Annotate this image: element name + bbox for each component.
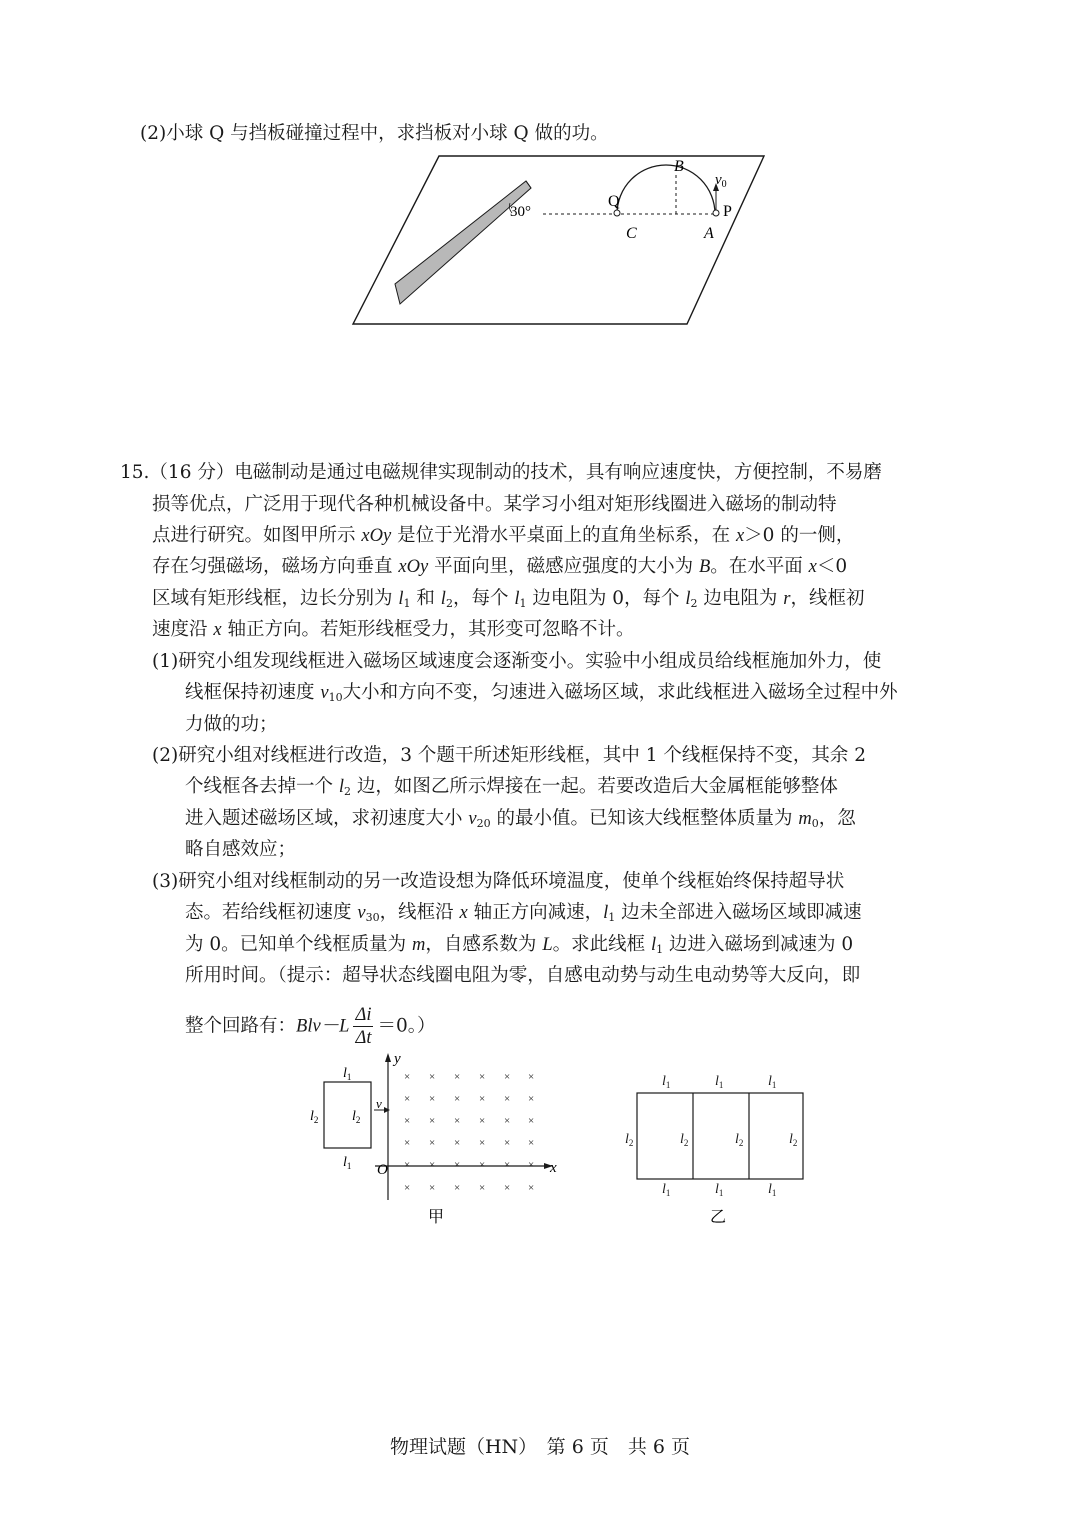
q14-part2-text: (2)小球 Q 与挡板碰撞过程中，求挡板对小球 Q 做的功。 — [140, 123, 609, 144]
coil-rect — [324, 1082, 371, 1148]
label-l1-bottom-3: $l_1$ — [768, 1182, 777, 1198]
field-cross: × — [479, 1071, 486, 1083]
barrier-board — [395, 181, 531, 304]
label-y: y — [394, 1051, 401, 1067]
q15-p1-line1: (1)研究小组发现线框进入磁场区域速度会逐渐变小。实验中小组成员给线框施加外力，使 — [152, 651, 882, 672]
field-cross: × — [528, 1182, 535, 1194]
ball-p — [713, 210, 719, 216]
label-l1-top-2: $l_1$ — [715, 1074, 724, 1090]
field-cross: × — [454, 1093, 461, 1105]
field-cross: × — [404, 1159, 411, 1171]
label-q: Q — [608, 193, 620, 210]
label-l2-2: $l_2$ — [680, 1132, 689, 1148]
field-cross: × — [528, 1071, 535, 1083]
label-l2-3: $l_2$ — [735, 1132, 744, 1148]
field-cross: × — [528, 1093, 535, 1105]
page-footer: 物理试题（HN） 第 6 页 共 6 页 — [389, 1436, 691, 1458]
velocity-arrowhead — [384, 1107, 390, 1113]
field-cross: × — [504, 1182, 511, 1194]
label-l1-bottom-1: $l_1$ — [662, 1182, 671, 1198]
fraction-di-dt: $\frac{\Delta i}{\Delta t}$ — [355, 1005, 372, 1048]
field-cross: × — [429, 1137, 436, 1149]
field-cross: × — [479, 1159, 486, 1171]
label-l1-bottom: $l_1$ — [343, 1155, 352, 1171]
y-arrowhead — [385, 1053, 391, 1062]
field-cross: × — [504, 1071, 511, 1083]
field-cross: × — [504, 1115, 511, 1127]
field-cross: × — [454, 1137, 461, 1149]
field-cross: × — [404, 1071, 411, 1083]
q15-p3-line5: 整个回路有：Blv－L $\frac{\Delta i}{\Delta t}$ ＝0。） — [185, 1005, 436, 1048]
angle-label: 30° — [510, 204, 531, 220]
label-x: x — [550, 1160, 557, 1176]
field-cross: × — [404, 1182, 411, 1194]
big-frame — [637, 1093, 803, 1179]
field-cross: × — [454, 1182, 461, 1194]
q15-line3: 点进行研究。如图甲所示 xOy 是位于光滑水平桌面上的直角坐标系，在 x＞0 的一侧， — [152, 525, 855, 546]
field-cross: × — [528, 1159, 535, 1171]
figure-incline — [340, 150, 780, 330]
q15-line5: 区域有矩形线框，边长分别为 $l_1$ 和 $l_2$，每个 $l_1$ 边电阻为 0，每个 $l_2$ 边电阻为 r，线框初 — [152, 588, 865, 610]
q15-line1: 15.（16 分）电磁制动是通过电磁规律实现制动的技术，具有响应速度快，方便控制，不易磨 — [120, 462, 882, 483]
field-cross: × — [528, 1137, 535, 1149]
q15-p3-line2: 态。若给线框初速度 $v_{30}$，线框沿 x 轴正方向减速，$l_1$ 边未全部进入磁场区域即减速 — [185, 902, 862, 924]
label-l2-inner: $l_2$ — [352, 1109, 361, 1125]
label-b: B — [674, 158, 684, 175]
field-cross: × — [528, 1115, 535, 1127]
field-cross: × — [429, 1115, 436, 1127]
caption-jia: 甲 — [428, 1209, 445, 1226]
figure-jia — [300, 1050, 580, 1230]
field-cross: × — [404, 1137, 411, 1149]
label-l2-1: $l_2$ — [625, 1132, 634, 1148]
q15-line6: 速度沿 x 轴正方向。若矩形线框受力，其形变可忽略不计。 — [152, 619, 635, 640]
field-cross: × — [479, 1137, 486, 1149]
figure-yi — [615, 1065, 815, 1230]
field-cross: × — [429, 1182, 436, 1194]
q15-line2: 损等优点，广泛用于现代各种机械设备中。某学习小组对矩形线圈进入磁场的制动特 — [152, 494, 837, 515]
label-l2-left: $l_2$ — [310, 1109, 319, 1125]
field-cross: × — [454, 1071, 461, 1083]
q15-p2-line4: 略自感效应； — [185, 839, 297, 860]
label-l1-top-1: $l_1$ — [662, 1074, 671, 1090]
label-v0: $v_0$ — [715, 172, 727, 190]
label-v: v — [376, 1096, 382, 1111]
ball-q — [614, 210, 620, 216]
magnetic-field-crosses — [404, 1071, 534, 1194]
field-cross: × — [454, 1159, 461, 1171]
q15-p3-line3: 为 0。已知单个线框质量为 m，自感系数为 L。求此线框 $l_1$ 边进入磁场到减速为 0 — [185, 934, 854, 956]
q15-p2-line2: 个线框各去掉一个 $l_2$ 边，如图乙所示焊接在一起。若要改造后大金属框能够整体 — [185, 776, 838, 798]
q15-line4: 存在匀强磁场，磁场方向垂直 xOy 平面向里，磁感应强度的大小为 B。在水平面 x＜0 — [152, 556, 848, 577]
q15-p3-line1: (3)研究小组对线框制动的另一改造设想为降低环境温度，使单个线框始终保持超导状 — [152, 871, 845, 892]
field-cross: × — [404, 1115, 411, 1127]
field-cross: × — [429, 1159, 436, 1171]
field-cross: × — [504, 1137, 511, 1149]
label-l1-top-3: $l_1$ — [768, 1074, 777, 1090]
field-cross: × — [479, 1115, 486, 1127]
label-l1-bottom-2: $l_1$ — [715, 1182, 724, 1198]
q15-p1-line2: 线框保持初速度 $v_{10}$大小和方向不变，匀速进入磁场区域，求此线框进入磁场全过程中外 — [185, 682, 898, 704]
q15-p3-line4: 所用时间。（提示：超导状态线圈电阻为零，自感电动势与动生电动势等大反向，即 — [185, 965, 861, 986]
field-cross: × — [504, 1093, 511, 1105]
label-a: A — [704, 225, 714, 242]
label-l1-top: $l_1$ — [343, 1066, 352, 1082]
field-cross: × — [479, 1093, 486, 1105]
q15-p2-line1: (2)研究小组对线框进行改造，3 个题干所述矩形线框，其中 1 个线框保持不变，其余 2 — [152, 745, 867, 766]
label-l2-4: $l_2$ — [789, 1132, 798, 1148]
semicircle-track — [617, 165, 715, 214]
field-cross: × — [429, 1071, 436, 1083]
q15-p1-line3: 力做的功； — [185, 714, 278, 735]
field-cross: × — [454, 1115, 461, 1127]
field-cross: × — [429, 1093, 436, 1105]
field-cross: × — [479, 1182, 486, 1194]
label-p: P — [723, 203, 732, 220]
label-origin: O — [377, 1162, 388, 1178]
caption-yi: 乙 — [710, 1209, 727, 1226]
q15-p2-line3: 进入题述磁场区域，求初速度大小 $v_{20}$ 的最小值。已知该大线框整体质量为 $m_0$，忽 — [185, 808, 856, 830]
field-cross: × — [504, 1159, 511, 1171]
label-c: C — [626, 225, 637, 242]
field-cross: × — [404, 1093, 411, 1105]
